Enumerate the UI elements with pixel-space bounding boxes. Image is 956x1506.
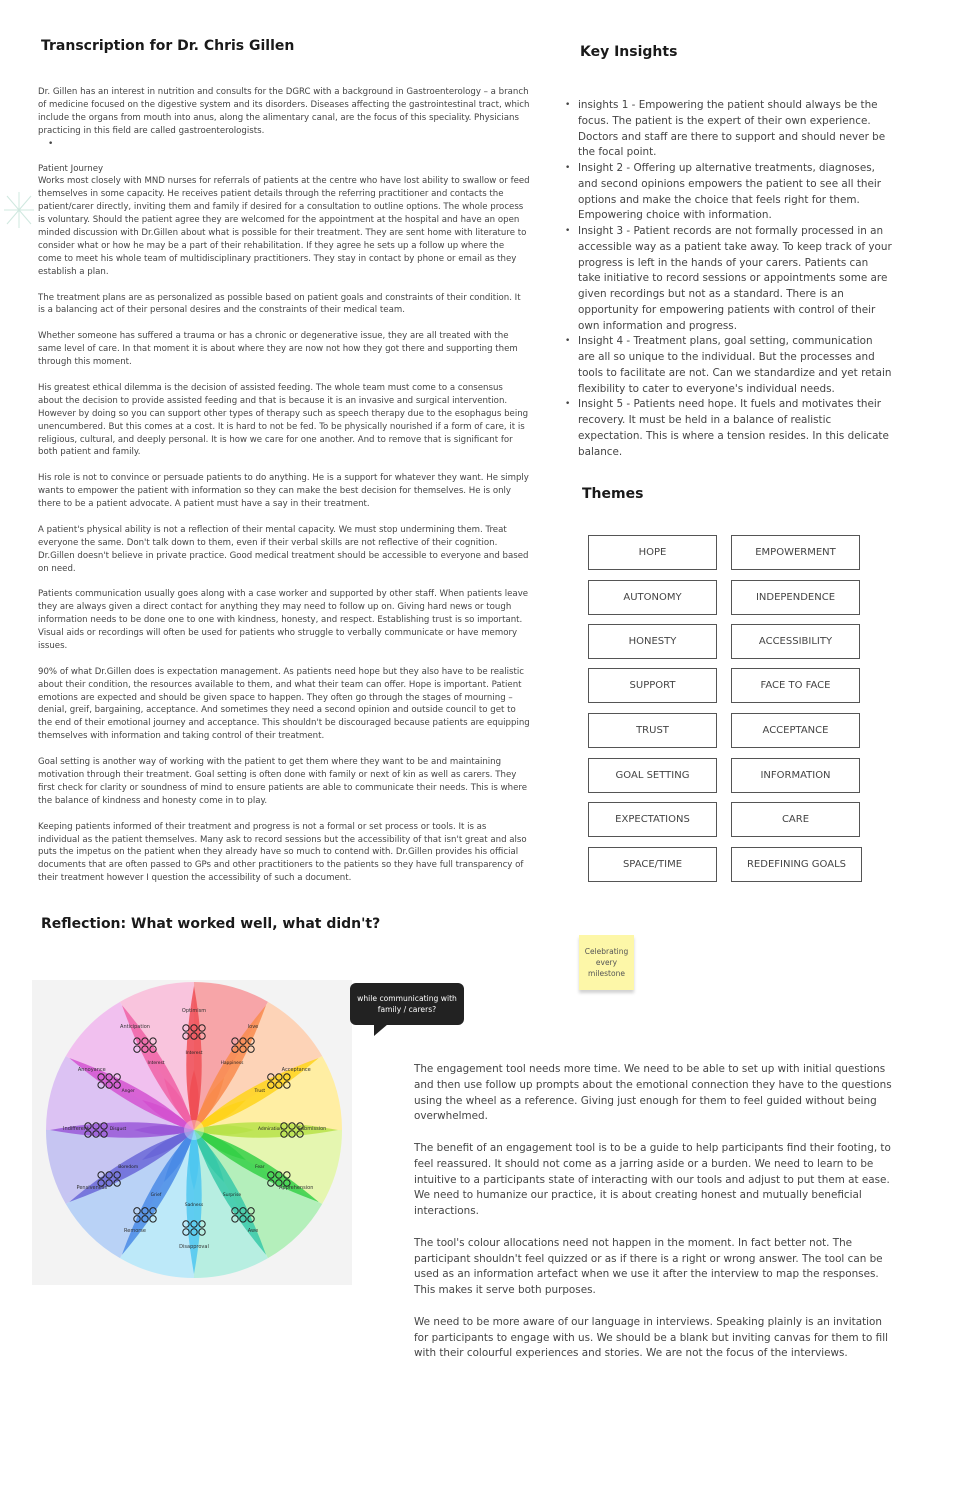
wheel-inner-label: Grief: [150, 1192, 162, 1198]
transcript-paragraph: Works most closely with MND nurses for referrals of patients at the centre who have lost ability to swallow or feed themselves in some capacity. He receives patient details through the referring practitioner and contacts the patient/carer directly, inviting them and family if desired for a consultation to outline options. The whole process is voluntary. Should the patient agree they are welcomed for the appointment at the hospital and have an open minded discussion with Dr.Gillen about what is possible for their treatment. They are sent home with literature to consider what or how he may be a part of their rehabilitation. If they agree he sets up a follow up where the come to meet his whole team of multidisciplinary practitioners. They stay in contact by phone or email as they establish a plan.: [38, 176, 530, 277]
wheel-inner-label: Admiration: [257, 1127, 283, 1132]
emotion-wheel: [32, 980, 352, 1285]
insight-item: • Insight 3 - Patient records are not formally processed in an accessible way as a patient take away. To keep track of your progress is left in the hands of your carers. Patients can take initiative to record sessions or appointments some are given recordings but not as a standard. There is an opportunity for empowering patients with control of their own information and progress.: [562, 224, 892, 334]
insight-item: • insights 1 - Empowering the patient should always be the focus. The patient is the expert of their own experience. Doctors and staff are there to support and should never be the focal point.: [562, 98, 892, 161]
wheel-inner-label: Trust: [254, 1089, 266, 1094]
reflection-title: Reflection: What worked well, what didn't?: [41, 916, 381, 932]
insight-item: • Insight 5 - Patients need hope. It fuels and motivates their recovery. It must be held in a balance of realistic expectation. This is where a tension resides. In this delicate balance.: [562, 397, 892, 460]
theme-goal-setting: GOAL SETTING: [588, 758, 717, 793]
theme-redefining-goals: REDEFINING GOALS: [731, 847, 862, 882]
transcript-paragraph: The treatment plans are as personalized as possible based on patient goals and constraints of their condition. It is a balancing act of their personal desires and the constraints of their medical team.: [38, 292, 521, 316]
theme-independence: INDEPENDENCE: [731, 580, 860, 615]
wheel-petal-label: Anticipation: [120, 1023, 150, 1030]
insight-item: • Insight 2 - Offering up alternative treatments, diagnoses, and second opinions empowers the patient to see all their options and make the choice that feels right for them. Empowering choice with information.: [562, 161, 892, 224]
wheel-inner-label: Sadness: [184, 1203, 204, 1208]
wheel-inner-label: Surprise: [222, 1192, 242, 1198]
transcript-intro: Dr. Gillen has an interest in nutrition and consults for the DGRC with a background in Gastroenterology – a branch of medicine focused on the digestive system and its disorders. Diseases affecting the gastrointestinal tract, which include the organs from mouth into anus, along the alimentary canal, are the focus of this speciality. Physicians practicing in this field are called gastroenterologists.: [38, 87, 530, 136]
transcript-title: Transcription for Dr. Chris Gillen: [41, 38, 295, 54]
transcript-paragraph: A patient's physical ability is not a reflection of their mental capacity. We must stop undermining them. Treat everyone the same. Don't talk down to them, even if their verbal skills are not reflective of their cognition. Dr.Gillen doesn't believe in private practice. Good medical treatment should be accessible to everyone and based on need.: [38, 524, 529, 574]
reflection-paragraph: We need to be more aware of our language in interviews. Speaking plainly is an invitation for participants to engage with us. We should be a blank but inviting canvas for them to fill with their colourful experiences and stories. We are not the focus of the interviews.: [414, 1315, 888, 1360]
transcript-paragraph: Keeping patients informed of their treatment and progress is not a formal or set process or tools. It is as individual as the patient themselves. Many ask to record sessions but the accessibility of that isn't great and also puts the impetus on the patient when they already have so much to contend with. Dr.Gillen provides his official documents that are often passed to GPs and other practitioners to the patients so they have full transparency of their treatment however I question the accessibility of such a document.: [38, 821, 527, 884]
wheel-inner-label: Disgust: [109, 1127, 127, 1132]
wheel-inner-label: Anger: [121, 1089, 135, 1094]
insights-list: [562, 98, 892, 460]
transcript-paragraph: His greatest ethical dilemma is the decision of assisted feeding. The whole team must come to a consensus about the decision to provide assisted feeding and that is because it is an invasive and surgical intervention. However by doing so you can support other types of therapy such as speech therapy due to the esophagus being unencumbered. But this comes at a cost. It is hard to not be fed. To be physically nourished if a form of care, it is religious, cultural, and deeply personal. It is how we care for one another. And to remove that is significant for both patient and family.: [38, 382, 529, 458]
theme-acceptance: ACCEPTANCE: [731, 713, 860, 748]
stray-bullet: •: [48, 139, 54, 149]
wheel-petal-label: Remorse: [124, 1228, 146, 1235]
speech-bubble: [350, 983, 464, 1025]
theme-face-to-face: FACE TO FACE: [731, 668, 860, 703]
transcript-paragraph: Goal setting is another way of working with the patient to get them where they want to be and maintaining motivation through their treatment. Goal setting is often done with family or next of kin as well as carers. They first check for clarity or soundness of mind to ensure patients are able to communicate their needs. This is where the balance of kindness and honesty come in to play.: [38, 757, 528, 806]
reflection-paragraph: The benefit of an engagement tool is to be a guide to help participants find their footing, to feel reassured. It should not come as a jarring aside or a burden. We need to learn to be intuitive to a participants state of interacting with our tools and adjust to put them at ease. We need to humanize our practice, it is about creating honest and mutually beneficial interactions.: [414, 1141, 891, 1218]
emotion-wheel-graphic: [32, 980, 352, 1285]
theme-honesty: HONESTY: [588, 624, 717, 659]
themes-title: Themes: [582, 486, 644, 502]
insights-title: Key Insights: [580, 44, 678, 60]
theme-care: CARE: [731, 802, 860, 837]
theme-space-time: SPACE/TIME: [588, 847, 717, 882]
wheel-inner-label: Boredom: [118, 1165, 139, 1170]
wheel-petal-label: Acceptance: [281, 1067, 311, 1073]
decorative-star-icon: [2, 190, 36, 230]
transcript-paragraph: 90% of what Dr.Gillen does is expectation management. As patients need hope but they also have to be realistic about their condition, the resources available to them, and what their team can offer. Hope is important. Patient emotions are expected and should be given space to happen. They often go through the stages of mourning – denial, greif, bargaining, acceptance. And sometimes they need a second opinion and outside council to get to the end of their emotional journey and acceptance. This shouldn't be discouraged because patients are equipping themselves with information and taking control of their treatment.: [38, 666, 530, 742]
wheel-hub: [184, 1120, 204, 1140]
wheel-petal-label: Disapproval: [179, 1244, 209, 1250]
reflection-paragraph: The tool's colour allocations need not happen in the moment. In fact better not. The participant shouldn't feel quizzed or as if there is a right or wrong answer. The tool can be used as an information artefact when we use it after the interview to map the responses. This makes it serve both purposes.: [414, 1236, 883, 1297]
theme-accessibility: ACCESSIBILITY: [731, 624, 860, 659]
wheel-inner-label: Interest: [147, 1061, 165, 1067]
wheel-inner-label: Interest: [185, 1051, 203, 1056]
sticky-note-text: Celebrating every milestone: [584, 947, 629, 978]
wheel-petal-label: Apprehension: [278, 1185, 314, 1191]
wheel-petal-label: Awe: [247, 1228, 259, 1235]
wheel-petal-label: Submission: [297, 1126, 327, 1132]
theme-trust: TRUST: [588, 713, 717, 748]
speech-bubble-tail: [374, 1024, 388, 1036]
transcript-paragraph: Whether someone has suffered a trauma or has a chronic or degenerative issue, they are all treated with the same level of care. In that moment it is about where they are now not how they got there and supporting them through this moment.: [38, 331, 518, 368]
reflection-paragraph: The engagement tool needs more time. We need to be able to set up with initial questions and then use follow up prompts about the emotional connection they have to the questions using the wheel as a reference. Giving just enough for them to feel guided without being overwhelmed.: [414, 1063, 892, 1123]
theme-information: INFORMATION: [731, 758, 860, 793]
transcript-paragraph: Patients communication usually goes along with a case worker and supported by other staff. When patients leave they are always given a direct contact for anything they may need to follow up on. Giving hard news or tough information needs to be done one to one with kindness, honesty, and respect. Establishing trust is so important. Visual aids or recordings will often be used for patients who struggle to verbally communicate or have memory issues.: [38, 589, 529, 651]
wheel-inner-label: Fear: [255, 1165, 265, 1170]
theme-expectations: EXPECTATIONS: [588, 802, 717, 837]
wheel-petal-label: Indifferent: [63, 1126, 89, 1132]
wheel-petal-label: Annoyance: [77, 1067, 106, 1073]
theme-empowerment: EMPOWERMENT: [731, 535, 860, 570]
insight-item: • Insight 4 - Treatment plans, goal setting, communication are all so unique to the individual. But the processes and tools to facilitate are not. Can we standardize and yet retain flexibility to cater to everyone's individual needs.: [562, 334, 892, 397]
speech-bubble-text: while communicating with family / carers?: [357, 994, 457, 1014]
journey-heading: Patient Journey: [38, 163, 104, 174]
theme-hope: HOPE: [588, 535, 717, 570]
wheel-petal-label: Optimism: [181, 1008, 207, 1014]
wheel-petal-label: love: [247, 1023, 259, 1030]
reflection-body: [414, 1062, 894, 1378]
transcript-body: [38, 86, 530, 898]
theme-support: SUPPORT: [588, 668, 717, 703]
wheel-petal-label: Pensiveness: [76, 1185, 108, 1191]
theme-autonomy: AUTONOMY: [588, 580, 717, 615]
transcript-paragraph: His role is not to convince or persuade patients to do anything. He is a support for whatever they want. He simply wants to empower the patient with information so they can make the best decision for themselves. He is only there to be a patient advocate. A patient must have a say in their treatment.: [38, 473, 529, 510]
wheel-inner-label: Happiness: [220, 1061, 244, 1067]
sticky-note: [579, 935, 634, 990]
